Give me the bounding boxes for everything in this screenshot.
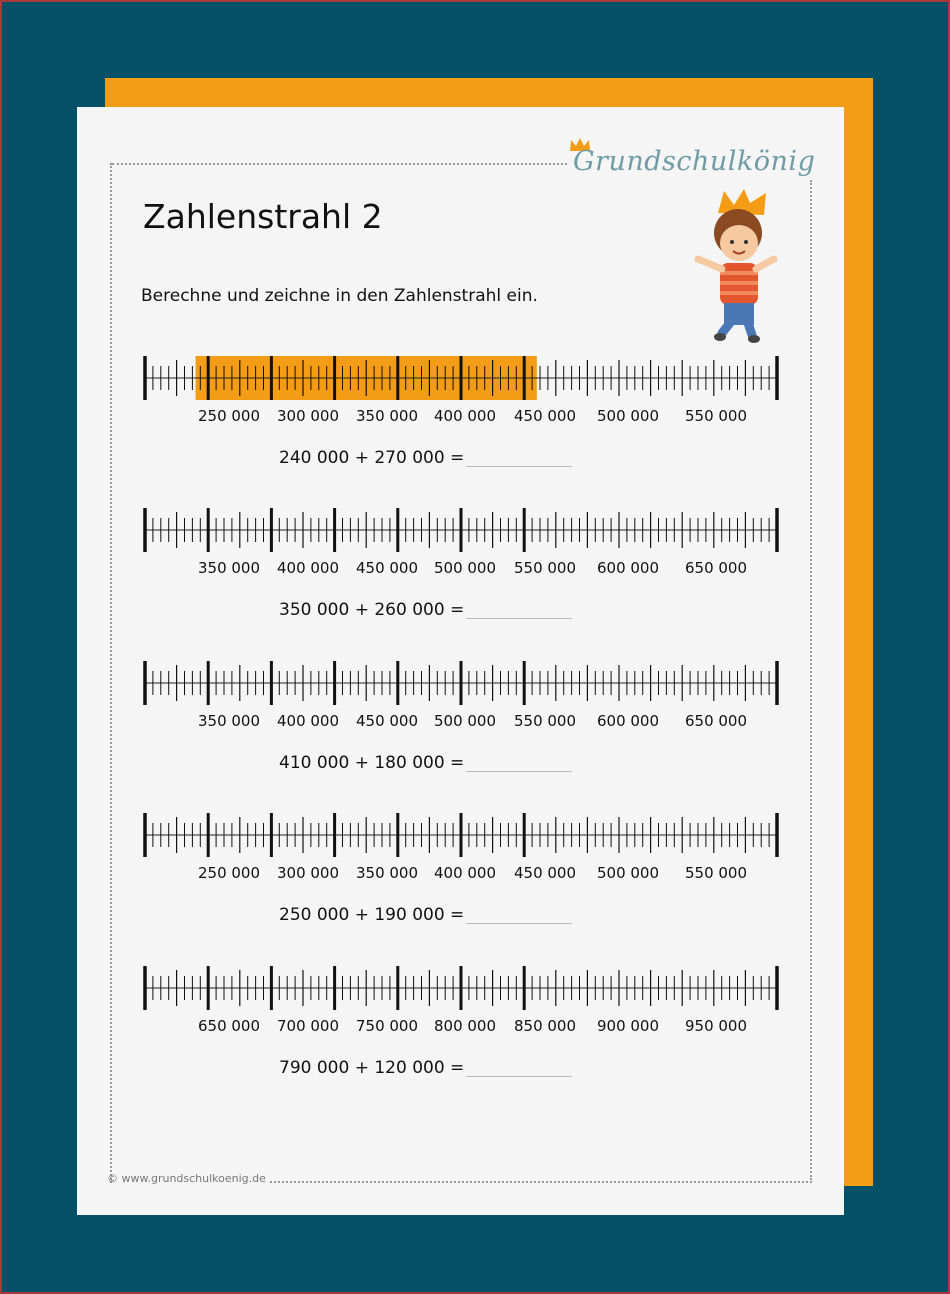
exercise-task: 350 000 + 260 000 =: [279, 600, 465, 620]
exercise-task: 240 000 + 270 000 =: [279, 448, 465, 468]
tick-label: 700 000: [276, 1017, 340, 1035]
tick-label: 900 000: [596, 1017, 660, 1035]
number-line-svg: [140, 964, 782, 1014]
number-line-svg: [140, 659, 782, 709]
tick-label: 550 000: [684, 407, 748, 425]
answer-field[interactable]: [466, 466, 572, 467]
tick-label: 550 000: [684, 864, 748, 882]
number-line-svg: [140, 354, 782, 404]
tick-label: 950 000: [684, 1017, 748, 1035]
tick-label: 850 000: [513, 1017, 577, 1035]
footer-copyright: © www.grundschulkoenig.de: [107, 1172, 266, 1185]
answer-field[interactable]: [466, 923, 572, 924]
tick-label: 500 000: [433, 559, 497, 577]
tick-label: 350 000: [355, 864, 419, 882]
tick-label: 750 000: [355, 1017, 419, 1035]
exercise-task: 410 000 + 180 000 =: [279, 753, 465, 773]
tick-label: 650 000: [684, 712, 748, 730]
brand-logo: Grundschulkönig: [573, 146, 816, 177]
dotted-border-left: [110, 163, 112, 1183]
tick-label: 600 000: [596, 712, 660, 730]
exercise-task: 790 000 + 120 000 =: [279, 1058, 465, 1078]
dotted-border-bottom: [270, 1181, 812, 1183]
tick-label: 650 000: [684, 559, 748, 577]
tick-label: 300 000: [276, 407, 340, 425]
tick-label: 400 000: [276, 559, 340, 577]
answer-field[interactable]: [466, 618, 572, 619]
number-line[interactable]: [140, 811, 782, 861]
number-line[interactable]: [140, 506, 782, 556]
boy-mascot-icon: [684, 185, 784, 345]
page-title: Zahlenstrahl 2: [143, 197, 383, 236]
tick-label: 450 000: [513, 864, 577, 882]
number-line-labels: [140, 559, 782, 581]
tick-label: 350 000: [197, 559, 261, 577]
tick-label: 550 000: [513, 712, 577, 730]
number-line[interactable]: [140, 659, 782, 709]
number-line-labels: [140, 407, 782, 429]
tick-label: 450 000: [355, 712, 419, 730]
tick-label: 500 000: [433, 712, 497, 730]
dotted-border-top: [112, 163, 567, 165]
tick-label: 350 000: [197, 712, 261, 730]
number-line[interactable]: [140, 354, 782, 404]
tick-label: 250 000: [197, 864, 261, 882]
instruction-text: Berechne und zeichne in den Zahlenstrahl ein.: [141, 286, 538, 306]
answer-field[interactable]: [466, 1076, 572, 1077]
exercise-task: 250 000 + 190 000 =: [279, 905, 465, 925]
tick-label: 350 000: [355, 407, 419, 425]
tick-label: 400 000: [433, 864, 497, 882]
tick-label: 500 000: [596, 407, 660, 425]
number-line-svg: [140, 506, 782, 556]
tick-label: 600 000: [596, 559, 660, 577]
tick-label: 250 000: [197, 407, 261, 425]
tick-label: 550 000: [513, 559, 577, 577]
answer-field[interactable]: [466, 771, 572, 772]
number-line-svg: [140, 811, 782, 861]
tick-label: 300 000: [276, 864, 340, 882]
tick-label: 450 000: [513, 407, 577, 425]
tick-label: 400 000: [276, 712, 340, 730]
number-line-labels: [140, 864, 782, 886]
dotted-border-right: [810, 180, 812, 1180]
tick-label: 650 000: [197, 1017, 261, 1035]
tick-label: 800 000: [433, 1017, 497, 1035]
tick-label: 450 000: [355, 559, 419, 577]
number-line-labels: [140, 712, 782, 734]
number-line[interactable]: [140, 964, 782, 1014]
tick-label: 400 000: [433, 407, 497, 425]
number-line-labels: [140, 1017, 782, 1039]
tick-label: 500 000: [596, 864, 660, 882]
